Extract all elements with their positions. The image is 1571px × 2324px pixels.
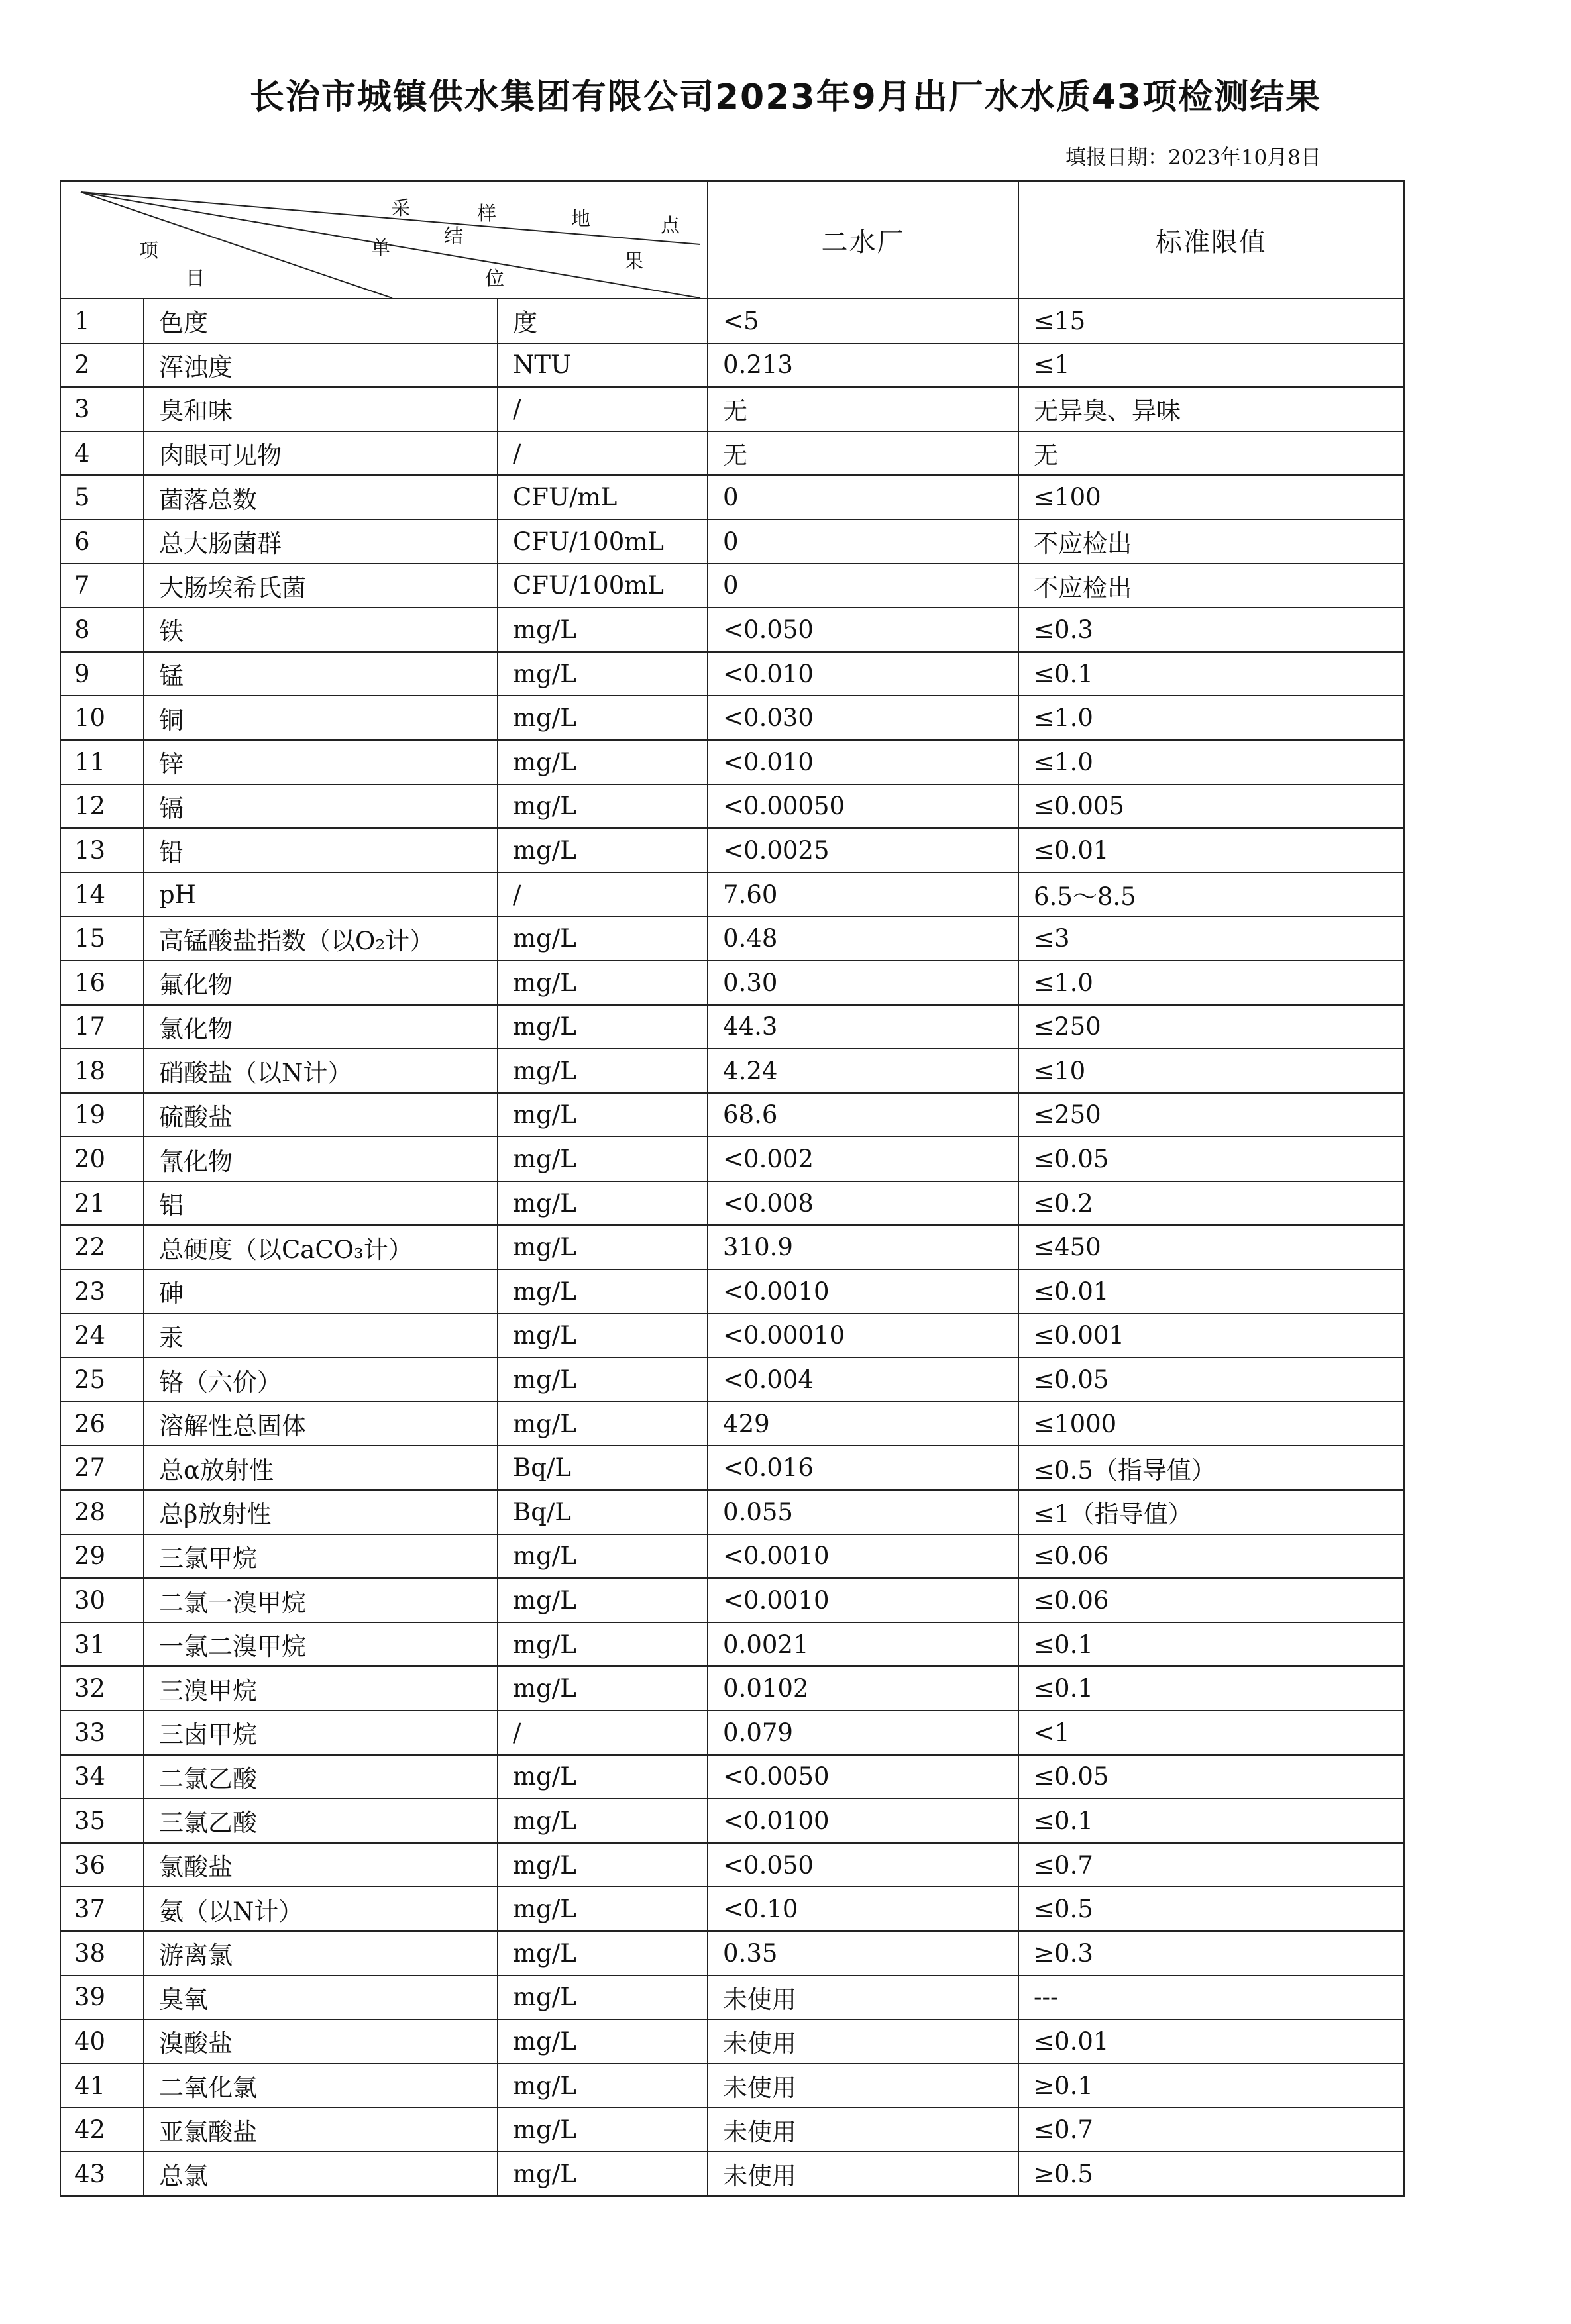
row-number: 35 xyxy=(60,1799,144,1843)
unit: mg/L xyxy=(498,2107,708,2152)
limit-value: ≤0.1 xyxy=(1018,652,1404,696)
table-row xyxy=(60,696,1404,740)
table-row xyxy=(60,1093,1404,1137)
measured-value: <0.00010 xyxy=(708,1314,1018,1358)
row-number: 1 xyxy=(60,299,144,343)
row-number: 12 xyxy=(60,784,144,829)
row-number: 29 xyxy=(60,1534,144,1579)
item-name: 臭氧 xyxy=(144,1976,498,2020)
table-row xyxy=(60,1137,1404,1181)
unit: mg/L xyxy=(498,1622,708,1667)
item-name: 三氯乙酸 xyxy=(144,1799,498,1843)
table-row xyxy=(60,1578,1404,1622)
unit: 度 xyxy=(498,299,708,343)
diag-label: 结 xyxy=(444,225,464,247)
unit: CFU/100mL xyxy=(498,564,708,608)
unit: mg/L xyxy=(498,1755,708,1799)
column-header-plant: 二水厂 xyxy=(708,181,1018,299)
measured-value: 0 xyxy=(708,519,1018,564)
row-number: 37 xyxy=(60,1887,144,1931)
row-number: 39 xyxy=(60,1976,144,2020)
measured-value: 7.60 xyxy=(708,872,1018,917)
unit: CFU/mL xyxy=(498,475,708,519)
unit: / xyxy=(498,1711,708,1755)
measured-value: <0.00050 xyxy=(708,784,1018,829)
item-name: 二氧化氯 xyxy=(144,2064,498,2108)
unit: mg/L xyxy=(498,1269,708,1314)
item-name: pH xyxy=(144,872,498,917)
item-name: 硫酸盐 xyxy=(144,1093,498,1137)
table-row xyxy=(60,431,1404,476)
measured-value: 4.24 xyxy=(708,1049,1018,1093)
row-number: 41 xyxy=(60,2064,144,2108)
diag-label: 地 xyxy=(571,207,591,230)
measured-value: 44.3 xyxy=(708,1005,1018,1049)
measured-value: <0.008 xyxy=(708,1181,1018,1226)
limit-value: ≤0.5 xyxy=(1018,1887,1404,1931)
measured-value: 未使用 xyxy=(708,2064,1018,2108)
unit: mg/L xyxy=(498,1666,708,1711)
unit: mg/L xyxy=(498,828,708,872)
column-header-limit: 标准限值 xyxy=(1018,181,1404,299)
unit: mg/L xyxy=(498,1181,708,1226)
table-row xyxy=(60,1225,1404,1269)
limit-value: ≤1（指导值） xyxy=(1018,1490,1404,1534)
limit-value: ≤0.05 xyxy=(1018,1357,1404,1402)
unit: mg/L xyxy=(498,652,708,696)
item-name: 色度 xyxy=(144,299,498,343)
table-row xyxy=(60,1711,1404,1755)
diagonal-header-cell xyxy=(60,181,708,299)
item-name: 氟化物 xyxy=(144,961,498,1005)
table-row xyxy=(60,1666,1404,1711)
measured-value: 未使用 xyxy=(708,2107,1018,2152)
limit-value: 6.5～8.5 xyxy=(1018,872,1404,917)
table-row xyxy=(60,1622,1404,1667)
unit: mg/L xyxy=(498,1976,708,2020)
unit: mg/L xyxy=(498,1534,708,1579)
limit-value: 不应检出 xyxy=(1018,564,1404,608)
limit-value: ≤0.001 xyxy=(1018,1314,1404,1358)
row-number: 18 xyxy=(60,1049,144,1093)
diag-label: 样 xyxy=(477,202,497,225)
table-body xyxy=(60,299,1404,2196)
fill-date: 填报日期：2023年10月8日 xyxy=(1065,146,1321,170)
item-name: 游离氯 xyxy=(144,1931,498,1976)
row-number: 38 xyxy=(60,1931,144,1976)
item-name: 铝 xyxy=(144,1181,498,1226)
unit: mg/L xyxy=(498,1931,708,1976)
unit: mg/L xyxy=(498,607,708,652)
table-row xyxy=(60,343,1404,388)
measured-value: <0.016 xyxy=(708,1446,1018,1490)
limit-value: --- xyxy=(1018,1976,1404,2020)
row-number: 25 xyxy=(60,1357,144,1402)
unit: mg/L xyxy=(498,2152,708,2196)
limit-value: <1 xyxy=(1018,1711,1404,1755)
measured-value: 0.079 xyxy=(708,1711,1018,1755)
table-row xyxy=(60,961,1404,1005)
measured-value: 未使用 xyxy=(708,1976,1018,2020)
diag-label: 单 xyxy=(371,237,391,259)
limit-value: ≤450 xyxy=(1018,1225,1404,1269)
row-number: 40 xyxy=(60,2019,144,2064)
item-name: 二氯乙酸 xyxy=(144,1755,498,1799)
limit-value: ≤0.06 xyxy=(1018,1578,1404,1622)
row-number: 34 xyxy=(60,1755,144,1799)
table-row xyxy=(60,2019,1404,2064)
row-number: 33 xyxy=(60,1711,144,1755)
measured-value: <0.0010 xyxy=(708,1534,1018,1579)
table-row xyxy=(60,607,1404,652)
unit: mg/L xyxy=(498,696,708,740)
row-number: 24 xyxy=(60,1314,144,1358)
table-row xyxy=(60,1976,1404,2020)
item-name: 高锰酸盐指数（以O₂计） xyxy=(144,916,498,961)
unit: Bq/L xyxy=(498,1490,708,1534)
item-name: 肉眼可见物 xyxy=(144,431,498,476)
measured-value: <0.010 xyxy=(708,652,1018,696)
row-number: 19 xyxy=(60,1093,144,1137)
item-name: 三氯甲烷 xyxy=(144,1534,498,1579)
item-name: 一氯二溴甲烷 xyxy=(144,1622,498,1667)
limit-value: ≤1 xyxy=(1018,343,1404,388)
item-name: 氰化物 xyxy=(144,1137,498,1181)
unit: mg/L xyxy=(498,916,708,961)
table-row xyxy=(60,1181,1404,1226)
item-name: 大肠埃希氏菌 xyxy=(144,564,498,608)
unit: NTU xyxy=(498,343,708,388)
table-row xyxy=(60,872,1404,917)
water-quality-table xyxy=(60,180,1405,2197)
table-row xyxy=(60,299,1404,343)
unit: mg/L xyxy=(498,1799,708,1843)
limit-value: ≤0.7 xyxy=(1018,2107,1404,2152)
unit: mg/L xyxy=(498,740,708,784)
measured-value: <0.10 xyxy=(708,1887,1018,1931)
row-number: 4 xyxy=(60,431,144,476)
item-name: 总氯 xyxy=(144,2152,498,2196)
measured-value: 0.213 xyxy=(708,343,1018,388)
table-row xyxy=(60,1446,1404,1490)
limit-value: ≤3 xyxy=(1018,916,1404,961)
table-row xyxy=(60,1049,1404,1093)
limit-value: ≤1.0 xyxy=(1018,961,1404,1005)
item-name: 铁 xyxy=(144,607,498,652)
limit-value: ≤15 xyxy=(1018,299,1404,343)
row-number: 16 xyxy=(60,961,144,1005)
table-row xyxy=(60,1490,1404,1534)
unit: mg/L xyxy=(498,1137,708,1181)
table-row xyxy=(60,1755,1404,1799)
item-name: 总硬度（以CaCO₃计） xyxy=(144,1225,498,1269)
limit-value: ≤10 xyxy=(1018,1049,1404,1093)
limit-value: ≤0.05 xyxy=(1018,1755,1404,1799)
table-row xyxy=(60,2064,1404,2108)
item-name: 总β放射性 xyxy=(144,1490,498,1534)
table-header-row xyxy=(60,181,1404,299)
table-row xyxy=(60,1269,1404,1314)
item-name: 总α放射性 xyxy=(144,1446,498,1490)
measured-value: 无 xyxy=(708,387,1018,431)
row-number: 28 xyxy=(60,1490,144,1534)
row-number: 14 xyxy=(60,872,144,917)
measured-value: <0.002 xyxy=(708,1137,1018,1181)
limit-value: ≤0.05 xyxy=(1018,1137,1404,1181)
unit: mg/L xyxy=(498,2064,708,2108)
limit-value: ≥0.5 xyxy=(1018,2152,1404,2196)
table-row xyxy=(60,1843,1404,1887)
measured-value: 0.30 xyxy=(708,961,1018,1005)
item-name: 铬（六价） xyxy=(144,1357,498,1402)
limit-value: ≤100 xyxy=(1018,475,1404,519)
table-row xyxy=(60,1534,1404,1579)
limit-value: ≤0.7 xyxy=(1018,1843,1404,1887)
row-number: 7 xyxy=(60,564,144,608)
limit-value: ≤0.01 xyxy=(1018,1269,1404,1314)
row-number: 26 xyxy=(60,1402,144,1446)
measured-value: <0.0025 xyxy=(708,828,1018,872)
row-number: 17 xyxy=(60,1005,144,1049)
item-name: 汞 xyxy=(144,1314,498,1358)
item-name: 三卤甲烷 xyxy=(144,1711,498,1755)
table-row xyxy=(60,916,1404,961)
row-number: 9 xyxy=(60,652,144,696)
unit: mg/L xyxy=(498,1093,708,1137)
limit-value: ≤250 xyxy=(1018,1093,1404,1137)
row-number: 42 xyxy=(60,2107,144,2152)
row-number: 22 xyxy=(60,1225,144,1269)
row-number: 27 xyxy=(60,1446,144,1490)
measured-value: <0.0010 xyxy=(708,1269,1018,1314)
diag-label: 果 xyxy=(624,250,644,272)
row-number: 30 xyxy=(60,1578,144,1622)
row-number: 31 xyxy=(60,1622,144,1667)
unit: mg/L xyxy=(498,961,708,1005)
row-number: 15 xyxy=(60,916,144,961)
measured-value: <0.0010 xyxy=(708,1578,1018,1622)
limit-value: ≤0.3 xyxy=(1018,607,1404,652)
limit-value: ≤0.06 xyxy=(1018,1534,1404,1579)
item-name: 三溴甲烷 xyxy=(144,1666,498,1711)
limit-value: ≤0.2 xyxy=(1018,1181,1404,1226)
table-row xyxy=(60,652,1404,696)
limit-value: ≤0.1 xyxy=(1018,1666,1404,1711)
measured-value: 68.6 xyxy=(708,1093,1018,1137)
table-row xyxy=(60,519,1404,564)
limit-value: 不应检出 xyxy=(1018,519,1404,564)
item-name: 亚氯酸盐 xyxy=(144,2107,498,2152)
unit: mg/L xyxy=(498,1357,708,1402)
measured-value: 310.9 xyxy=(708,1225,1018,1269)
row-number: 8 xyxy=(60,607,144,652)
measured-value: 无 xyxy=(708,431,1018,476)
item-name: 铅 xyxy=(144,828,498,872)
diag-label: 位 xyxy=(485,267,505,290)
unit: CFU/100mL xyxy=(498,519,708,564)
measured-value: 0.055 xyxy=(708,1490,1018,1534)
limit-value: ≤250 xyxy=(1018,1005,1404,1049)
measured-value: 429 xyxy=(708,1402,1018,1446)
limit-value: ≥0.3 xyxy=(1018,1931,1404,1976)
table-row xyxy=(60,2107,1404,2152)
measured-value: 未使用 xyxy=(708,2152,1018,2196)
measured-value: <0.050 xyxy=(708,1843,1018,1887)
table-row xyxy=(60,564,1404,608)
table-row xyxy=(60,475,1404,519)
limit-value: ≤1.0 xyxy=(1018,740,1404,784)
item-name: 氯化物 xyxy=(144,1005,498,1049)
item-name: 砷 xyxy=(144,1269,498,1314)
limit-value: 无 xyxy=(1018,431,1404,476)
table-row xyxy=(60,1005,1404,1049)
limit-value: ≤0.1 xyxy=(1018,1799,1404,1843)
measured-value: <0.010 xyxy=(708,740,1018,784)
item-name: 锰 xyxy=(144,652,498,696)
row-number: 6 xyxy=(60,519,144,564)
table-row xyxy=(60,1799,1404,1843)
limit-value: ≤0.5（指导值） xyxy=(1018,1446,1404,1490)
measured-value: <0.0100 xyxy=(708,1799,1018,1843)
unit: mg/L xyxy=(498,784,708,829)
table-row xyxy=(60,387,1404,431)
item-name: 锌 xyxy=(144,740,498,784)
row-number: 36 xyxy=(60,1843,144,1887)
diag-label: 采 xyxy=(391,197,411,219)
unit: mg/L xyxy=(498,1225,708,1269)
unit: mg/L xyxy=(498,1578,708,1622)
measured-value: 0 xyxy=(708,475,1018,519)
table-row xyxy=(60,1887,1404,1931)
table-row xyxy=(60,1357,1404,1402)
unit: mg/L xyxy=(498,2019,708,2064)
limit-value: ≤0.01 xyxy=(1018,2019,1404,2064)
unit: mg/L xyxy=(498,1049,708,1093)
limit-value: ≤1000 xyxy=(1018,1402,1404,1446)
measured-value: <0.030 xyxy=(708,696,1018,740)
item-name: 氨（以N计） xyxy=(144,1887,498,1931)
item-name: 总大肠菌群 xyxy=(144,519,498,564)
item-name: 硝酸盐（以N计） xyxy=(144,1049,498,1093)
measured-value: 0 xyxy=(708,564,1018,608)
row-number: 2 xyxy=(60,343,144,388)
item-name: 臭和味 xyxy=(144,387,498,431)
item-name: 菌落总数 xyxy=(144,475,498,519)
measured-value: <5 xyxy=(708,299,1018,343)
item-name: 氯酸盐 xyxy=(144,1843,498,1887)
unit: / xyxy=(498,387,708,431)
item-name: 溶解性总固体 xyxy=(144,1402,498,1446)
limit-value: ≤0.01 xyxy=(1018,828,1404,872)
item-name: 浑浊度 xyxy=(144,343,498,388)
limit-value: 无异臭、异味 xyxy=(1018,387,1404,431)
measured-value: <0.050 xyxy=(708,607,1018,652)
item-name: 镉 xyxy=(144,784,498,829)
unit: mg/L xyxy=(498,1843,708,1887)
measured-value: <0.0050 xyxy=(708,1755,1018,1799)
unit: Bq/L xyxy=(498,1446,708,1490)
item-name: 二氯一溴甲烷 xyxy=(144,1578,498,1622)
limit-value: ≤1.0 xyxy=(1018,696,1404,740)
item-name: 铜 xyxy=(144,696,498,740)
row-number: 21 xyxy=(60,1181,144,1226)
row-number: 10 xyxy=(60,696,144,740)
page-title: 长治市城镇供水集团有限公司2023年9月出厂水水质43项检测结果 xyxy=(249,78,1322,117)
limit-value: ≥0.1 xyxy=(1018,2064,1404,2108)
unit: mg/L xyxy=(498,1887,708,1931)
table-row xyxy=(60,740,1404,784)
unit: / xyxy=(498,872,708,917)
row-number: 3 xyxy=(60,387,144,431)
table-row xyxy=(60,1931,1404,1976)
measured-value: 0.48 xyxy=(708,916,1018,961)
table-row xyxy=(60,784,1404,829)
unit: mg/L xyxy=(498,1402,708,1446)
row-number: 20 xyxy=(60,1137,144,1181)
diag-label: 目 xyxy=(186,267,205,290)
diag-label: 项 xyxy=(139,239,159,262)
item-name: 溴酸盐 xyxy=(144,2019,498,2064)
measured-value: 0.0021 xyxy=(708,1622,1018,1667)
row-number: 32 xyxy=(60,1666,144,1711)
measured-value: <0.004 xyxy=(708,1357,1018,1402)
limit-value: ≤0.005 xyxy=(1018,784,1404,829)
table-row xyxy=(60,1314,1404,1358)
table-row xyxy=(60,2152,1404,2196)
row-number: 11 xyxy=(60,740,144,784)
measured-value: 0.35 xyxy=(708,1931,1018,1976)
unit: / xyxy=(498,431,708,476)
row-number: 5 xyxy=(60,475,144,519)
row-number: 13 xyxy=(60,828,144,872)
diag-label: 点 xyxy=(661,214,680,237)
measured-value: 未使用 xyxy=(708,2019,1018,2064)
row-number: 23 xyxy=(60,1269,144,1314)
limit-value: ≤0.1 xyxy=(1018,1622,1404,1667)
table-row xyxy=(60,1402,1404,1446)
row-number: 43 xyxy=(60,2152,144,2196)
table-row xyxy=(60,828,1404,872)
unit: mg/L xyxy=(498,1314,708,1358)
unit: mg/L xyxy=(498,1005,708,1049)
measured-value: 0.0102 xyxy=(708,1666,1018,1711)
